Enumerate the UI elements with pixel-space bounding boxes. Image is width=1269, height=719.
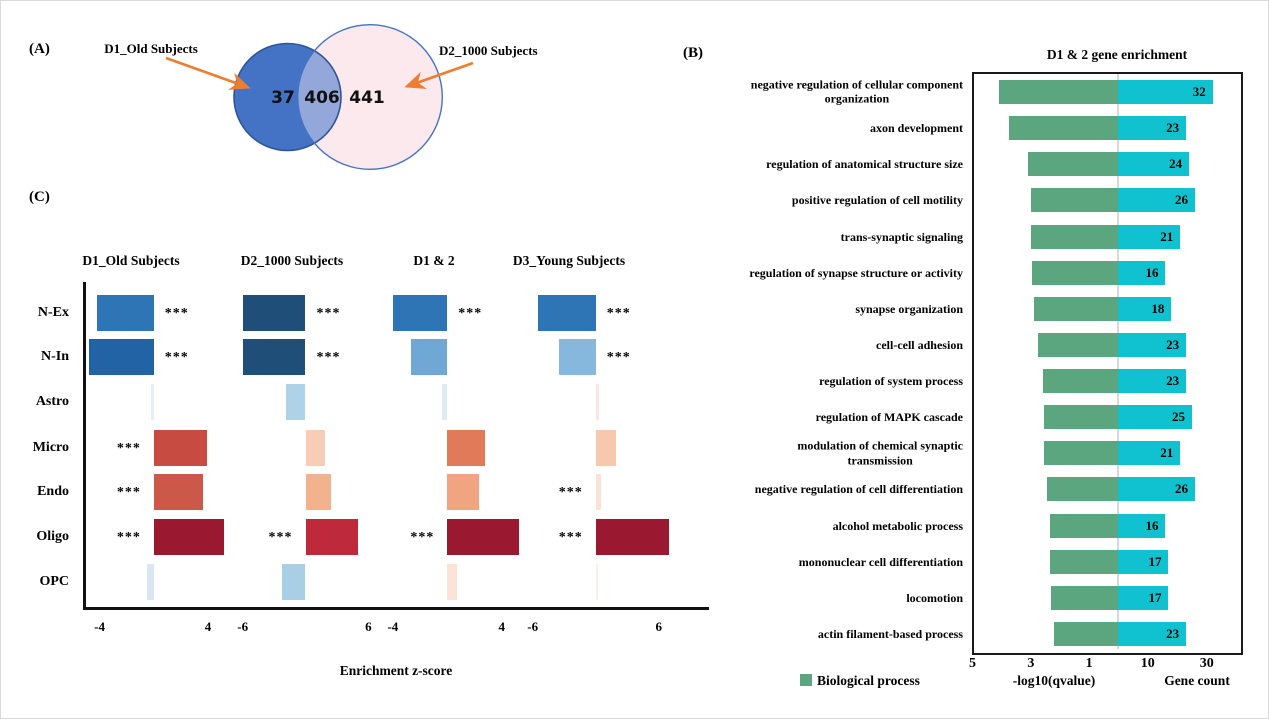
gene-count-value: 23 xyxy=(1166,625,1180,641)
gene-count-value: 23 xyxy=(1166,373,1180,389)
zscore-bar xyxy=(243,295,306,331)
category-label-line: modulation of chemical synaptic xyxy=(797,438,963,453)
qvalue-bar xyxy=(1043,369,1119,393)
zscore-bar xyxy=(596,430,616,466)
gene-count-value: 21 xyxy=(1160,228,1174,244)
gene-count-value: 24 xyxy=(1169,156,1183,172)
significance-stars: *** xyxy=(606,306,631,321)
zscore-bar xyxy=(447,519,518,555)
gene-count-value: 16 xyxy=(1145,517,1159,533)
qvalue-bar xyxy=(1031,188,1118,212)
row-label-astro: Astro xyxy=(35,393,69,409)
zscore-bar xyxy=(154,430,207,466)
qvalue-bar xyxy=(1050,514,1119,538)
axis-tick: -6 xyxy=(527,619,539,634)
gene-count-bar xyxy=(1118,441,1180,465)
category-label-line: organization xyxy=(824,92,890,106)
gene-count-bar xyxy=(1118,225,1180,249)
gene-count-bar xyxy=(1118,152,1189,176)
gene-count-bar xyxy=(1118,405,1192,429)
group-title: D2_1000 Subjects xyxy=(240,253,344,268)
row-label-oligo: Oligo xyxy=(36,529,69,544)
gene-count-bar xyxy=(1118,297,1171,321)
category-label xyxy=(876,338,963,352)
zscore-bar xyxy=(286,384,306,420)
venn-left-set-label: D1_Old Subjects xyxy=(104,41,198,56)
gene-count-value: 16 xyxy=(1145,264,1159,280)
qvalue-bar xyxy=(1009,116,1118,140)
category-label-line: alcohol metabolic process xyxy=(832,518,963,533)
zscore-bar xyxy=(559,339,596,375)
category-label-line: regulation of synapse structure or activity xyxy=(749,265,963,280)
venn-overlap-count: 406 xyxy=(304,88,340,108)
category-label-line: positive regulation of cell motility xyxy=(791,193,963,208)
category-label-line: regulation of anatomical structure size xyxy=(766,157,963,172)
zscore-bar xyxy=(596,384,599,420)
qvalue-bar xyxy=(1032,261,1118,285)
zscore-bar xyxy=(154,519,224,555)
axis-tick: -4 xyxy=(387,619,399,634)
axis-tick: 1 xyxy=(1085,656,1093,671)
axis-tick: 4 xyxy=(498,619,505,634)
zscore-bar xyxy=(447,564,457,600)
venn-right-set-label: D2_1000 Subjects xyxy=(439,43,538,58)
x-axis-line xyxy=(83,607,709,610)
panel-b-title: D1 & 2 gene enrichment xyxy=(1046,47,1188,62)
legend-color-swatch xyxy=(800,674,812,686)
category-label xyxy=(749,265,963,279)
category-label xyxy=(766,157,963,171)
gene-count-value: 23 xyxy=(1166,120,1180,136)
row-label-n-in: N-In xyxy=(40,349,69,364)
zscore-bar xyxy=(538,295,596,331)
category-label-line: cell-cell adhesion xyxy=(876,337,963,352)
zscore-axis-label: Enrichment z-score xyxy=(339,663,453,678)
gene-count-value: 32 xyxy=(1192,84,1206,99)
category-label xyxy=(751,78,963,107)
qvalue-bar xyxy=(1051,586,1118,610)
category-label xyxy=(819,374,963,388)
category-label-line: regulation of MAPK cascade xyxy=(815,409,963,424)
category-label-line: actin filament-based process xyxy=(817,626,963,641)
gene-count-bar xyxy=(1118,188,1195,212)
axis-tick: 5 xyxy=(969,656,977,671)
qvalue-bar xyxy=(1028,152,1118,176)
category-label xyxy=(855,302,963,316)
qvalue-bar xyxy=(999,80,1119,104)
gene-count-bar xyxy=(1118,514,1165,538)
category-label xyxy=(816,410,963,424)
gene-count-bar xyxy=(1118,586,1168,610)
axis-tick: 6 xyxy=(365,619,372,634)
significance-stars: *** xyxy=(116,530,141,545)
significance-stars: *** xyxy=(316,306,341,321)
significance-stars: *** xyxy=(558,530,583,545)
zscore-bar xyxy=(306,430,326,466)
gene-count-bar xyxy=(1118,261,1165,285)
significance-stars: *** xyxy=(164,306,189,321)
axis-tick: 6 xyxy=(655,619,662,634)
zscore-bar xyxy=(97,295,154,331)
row-label-n-ex: N-Ex xyxy=(37,305,69,320)
qvalue-bar xyxy=(1038,333,1118,357)
zscore-bar xyxy=(282,564,305,600)
gene-count-value: 18 xyxy=(1151,300,1165,316)
qvalue-axis-label: -log10(qvalue) xyxy=(1012,673,1096,688)
category-label xyxy=(841,229,963,243)
gene-count-value: 26 xyxy=(1174,192,1188,208)
category-label-line: transmission xyxy=(847,453,913,468)
significance-stars: *** xyxy=(116,485,141,500)
zscore-bar xyxy=(89,339,154,375)
significance-stars: *** xyxy=(164,350,189,365)
y-axis-line xyxy=(83,282,86,609)
panel-b-legend xyxy=(800,673,920,689)
significance-stars: *** xyxy=(458,306,483,321)
significance-stars: *** xyxy=(606,350,631,365)
axis-tick: -6 xyxy=(237,619,249,634)
zscore-bar xyxy=(447,474,478,510)
qvalue-bar xyxy=(1034,297,1119,321)
gene-count-axis-label: Gene count xyxy=(1164,673,1230,688)
panel-a-label: (A) xyxy=(29,41,50,57)
axis-tick: 10 xyxy=(1140,656,1155,671)
zscore-bar xyxy=(243,339,306,375)
zscore-bar xyxy=(393,295,447,331)
gene-count-bar xyxy=(1118,477,1195,501)
group-title: D1 & 2 xyxy=(413,253,455,268)
category-label-line: trans-synaptic signaling xyxy=(840,229,963,244)
row-label-micro: Micro xyxy=(32,440,69,455)
significance-stars: *** xyxy=(410,530,435,545)
category-label xyxy=(906,591,963,605)
qvalue-bar xyxy=(1031,225,1118,249)
category-label-line: axon development xyxy=(870,120,963,135)
category-label xyxy=(792,193,963,207)
category-label xyxy=(755,482,963,496)
axis-tick: 3 xyxy=(1027,656,1035,671)
gene-count-bar xyxy=(1118,333,1186,357)
zscore-bar xyxy=(442,384,447,420)
zscore-bar xyxy=(411,339,448,375)
zscore-bar xyxy=(306,519,358,555)
zscore-bar xyxy=(596,474,601,510)
row-label-opc: OPC xyxy=(39,574,69,589)
category-label-line: regulation of system process xyxy=(819,373,963,388)
gene-count-value: 17 xyxy=(1148,553,1162,569)
axis-tick: -4 xyxy=(94,619,106,634)
gene-count-bar xyxy=(1118,116,1186,140)
category-label-line: mononuclear cell differentiation xyxy=(798,554,963,569)
significance-stars: *** xyxy=(558,485,583,500)
qvalue-bar xyxy=(1044,441,1118,465)
zscore-bar xyxy=(596,519,670,555)
category-label xyxy=(818,627,963,641)
significance-stars: *** xyxy=(316,350,341,365)
group-title: D3_Young Subjects xyxy=(512,253,626,268)
significance-stars: *** xyxy=(116,441,141,456)
gene-count-bar xyxy=(1118,550,1168,574)
panel-b-label: (B) xyxy=(683,45,703,61)
zscore-bar xyxy=(147,564,154,600)
category-label xyxy=(870,121,963,135)
category-label xyxy=(797,439,963,468)
gene-count-value: 25 xyxy=(1172,409,1186,425)
category-label-line: negative regulation of cellular component xyxy=(750,77,963,92)
zscore-bar xyxy=(306,474,331,510)
category-label xyxy=(833,518,963,532)
gene-count-value: 21 xyxy=(1160,445,1174,461)
venn-right-count: 441 xyxy=(349,88,385,108)
zscore-bar xyxy=(596,564,598,600)
zscore-bar xyxy=(151,384,154,420)
qvalue-bar xyxy=(1047,477,1118,501)
category-label-line: locomotion xyxy=(906,590,963,605)
gene-count-bar xyxy=(1118,369,1186,393)
gene-count-bar xyxy=(1118,622,1186,646)
zscore-bar xyxy=(447,430,485,466)
qvalue-bar xyxy=(1054,622,1118,646)
venn-left-arrow xyxy=(166,58,247,87)
group-title: D1_Old Subjects xyxy=(82,253,180,268)
category-label-line: synapse organization xyxy=(855,301,963,316)
axis-tick: 4 xyxy=(204,619,212,634)
axis-tick: 30 xyxy=(1199,656,1214,671)
qvalue-bar xyxy=(1050,550,1119,574)
gene-count-bar xyxy=(1118,80,1212,104)
gene-count-value: 17 xyxy=(1148,589,1162,605)
category-label xyxy=(799,554,963,568)
panel-c-label: (C) xyxy=(29,189,50,205)
row-label-endo: Endo xyxy=(37,484,69,499)
gene-count-value: 23 xyxy=(1166,336,1180,352)
qvalue-bar xyxy=(1044,405,1118,429)
zscore-bar xyxy=(154,474,203,510)
significance-stars: *** xyxy=(268,530,293,545)
category-label-line: negative regulation of cell differentiation xyxy=(754,482,963,497)
gene-count-value: 26 xyxy=(1174,481,1188,497)
legend-label: Biological process xyxy=(817,673,920,688)
venn-left-count: 37 xyxy=(271,88,295,108)
